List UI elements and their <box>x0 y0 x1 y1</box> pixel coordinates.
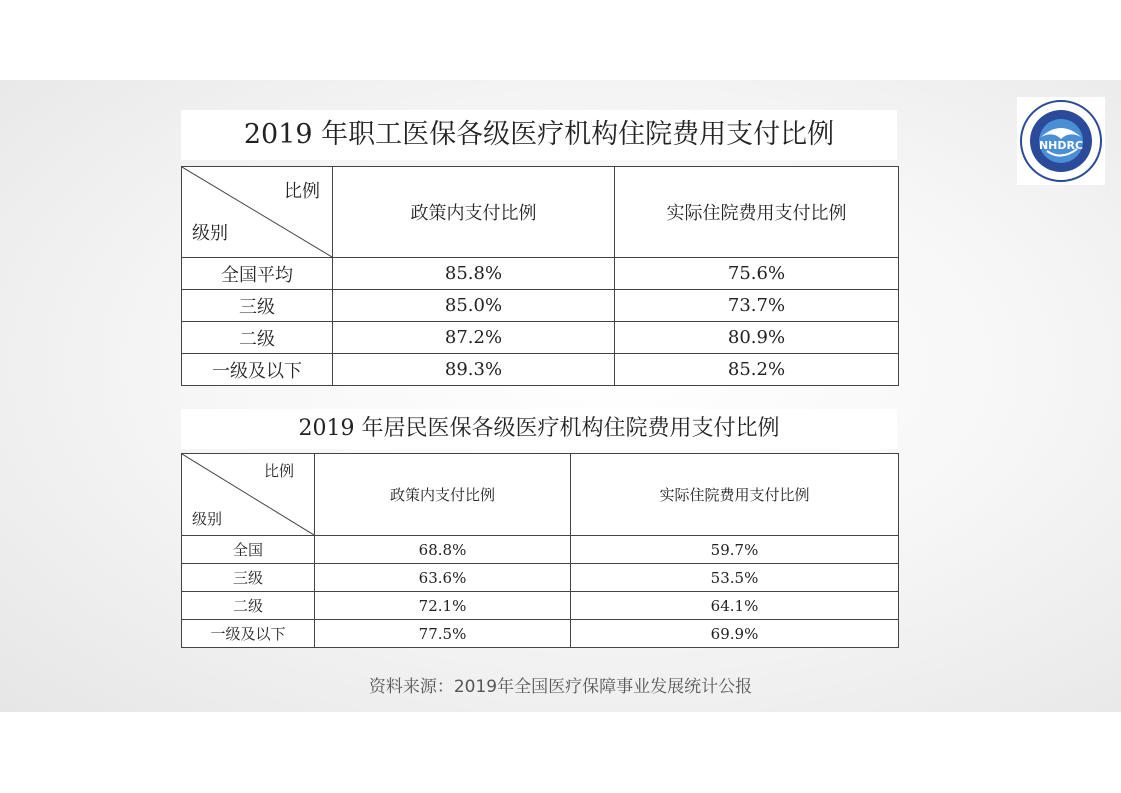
table2-corner-level-label: 级别 <box>192 510 223 528</box>
actual-ratio-cell: 75.6% <box>615 258 899 290</box>
table1-title: 2019 年职工医保各级医疗机构住院费用支付比例 <box>181 110 897 160</box>
row-label: 三级 <box>182 290 333 322</box>
policy-ratio-cell: 72.1% <box>315 592 571 620</box>
logo-wordmark: NHDRC <box>1038 139 1084 152</box>
row-label: 二级 <box>182 592 315 620</box>
actual-ratio-cell: 80.9% <box>615 322 899 354</box>
table1-col-actual-header: 实际住院费用支付比例 <box>615 167 899 258</box>
table2-corner-cell <box>182 454 315 536</box>
source-note: 资料来源：2019年全国医疗保障事业发展统计公报 <box>368 677 753 697</box>
table-row <box>182 354 899 386</box>
table1-col-policy-header: 政策内支付比例 <box>333 167 615 258</box>
actual-ratio-cell: 85.2% <box>615 354 899 386</box>
table-row <box>182 536 899 564</box>
row-label: 三级 <box>182 564 315 592</box>
table-row <box>182 564 899 592</box>
row-label: 全国平均 <box>182 258 333 290</box>
actual-ratio-cell: 73.7% <box>615 290 899 322</box>
row-label: 二级 <box>182 322 333 354</box>
logo-emblem-icon <box>1017 97 1105 185</box>
table1-corner-ratio-label: 比例 <box>284 181 320 202</box>
table2-title: 2019 年居民医保各级医疗机构住院费用支付比例 <box>181 409 897 449</box>
table1-corner-cell <box>182 167 333 258</box>
policy-ratio-cell: 63.6% <box>315 564 571 592</box>
row-label: 一级及以下 <box>182 620 315 648</box>
table-row <box>182 322 899 354</box>
table-row <box>182 258 899 290</box>
policy-ratio-cell: 89.3% <box>333 354 615 386</box>
table1-employee-insurance <box>181 166 899 386</box>
table2-header-row <box>182 454 899 536</box>
table2-resident-insurance <box>181 453 899 648</box>
table-row <box>182 290 899 322</box>
table2-col-actual-header: 实际住院费用支付比例 <box>571 454 899 536</box>
policy-ratio-cell: 77.5% <box>315 620 571 648</box>
row-label: 全国 <box>182 536 315 564</box>
actual-ratio-cell: 64.1% <box>571 592 899 620</box>
policy-ratio-cell: 85.8% <box>333 258 615 290</box>
table-row <box>182 620 899 648</box>
table-row <box>182 592 899 620</box>
actual-ratio-cell: 59.7% <box>571 536 899 564</box>
table2-corner-ratio-label: 比例 <box>263 462 294 480</box>
table2-col-policy-header: 政策内支付比例 <box>315 454 571 536</box>
policy-ratio-cell: 68.8% <box>315 536 571 564</box>
actual-ratio-cell: 69.9% <box>571 620 899 648</box>
row-label: 一级及以下 <box>182 354 333 386</box>
table1-header-row <box>182 167 899 258</box>
actual-ratio-cell: 53.5% <box>571 564 899 592</box>
policy-ratio-cell: 87.2% <box>333 322 615 354</box>
table1-corner-level-label: 级别 <box>192 223 228 244</box>
nhdrc-logo <box>1017 97 1105 185</box>
policy-ratio-cell: 85.0% <box>333 290 615 322</box>
